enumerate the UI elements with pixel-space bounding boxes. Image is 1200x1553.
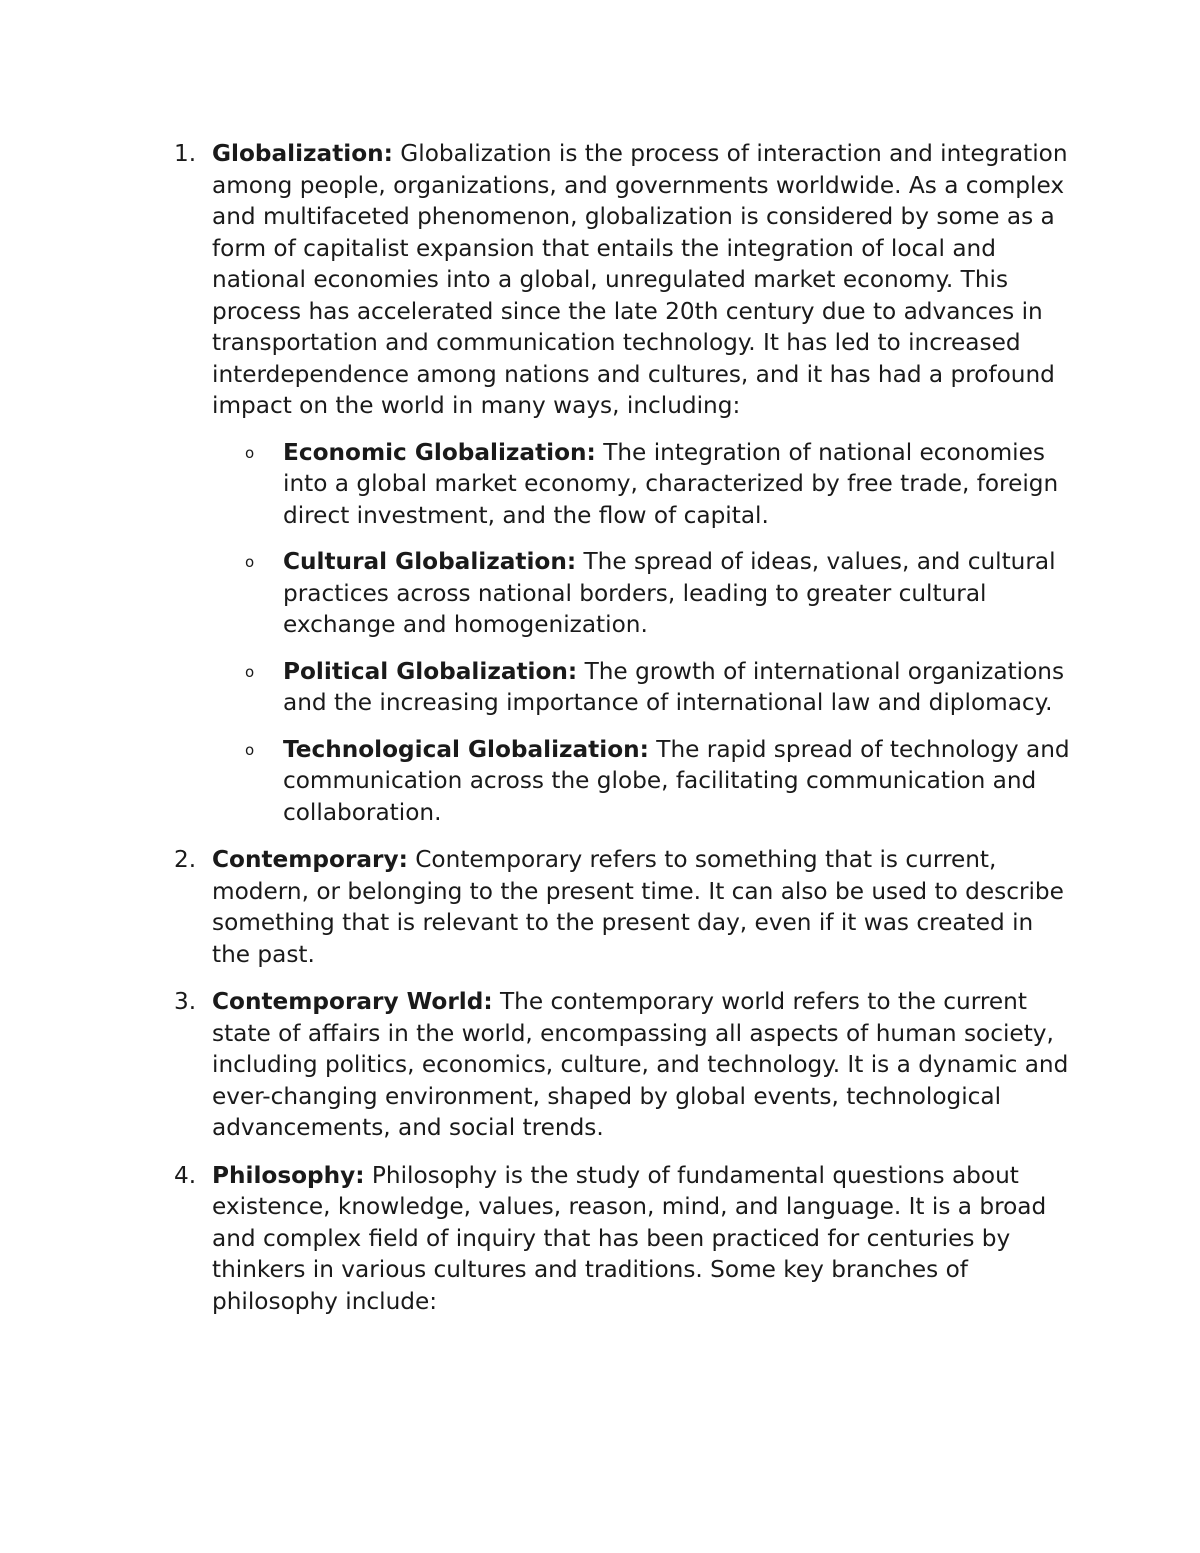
subitem-technological-globalization bbox=[245, 734, 1073, 829]
term-contemporary-world: Contemporary World: bbox=[212, 988, 493, 1015]
globalization-types-list bbox=[212, 437, 1072, 829]
subitem-cultural-globalization bbox=[245, 546, 1073, 641]
bullet-icon: o bbox=[245, 443, 255, 462]
definition-contemporary-world: The contemporary world refers to the current state of affairs in the world, encompassing all aspects of human society, including politics, economics, culture, and technology. It is a dynamic and ever-changing environment, shaped by global events, technological advancements, and social trends. bbox=[212, 988, 1069, 1141]
subitem-political-globalization bbox=[245, 656, 1073, 719]
term-philosophy: Philosophy: bbox=[212, 1161, 365, 1189]
term-contemporary: Contemporary: bbox=[212, 846, 408, 873]
list-item-philosophy bbox=[174, 1160, 1072, 1318]
document-page bbox=[0, 138, 1200, 1333]
term-economic-globalization: Economic Globalization: bbox=[283, 438, 596, 466]
bullet-icon: o bbox=[245, 553, 255, 571]
definition-technological-globalization: The rapid spread of technology and communication across the globe, facilitating communication and collaboration. bbox=[283, 735, 1070, 826]
definition-globalization: Globalization is the process of interaction and integration among people, organizations, and governments worldwide. As a complex and multifaceted phenomenon, globalization is considered by some as a form of capitalist expansion that entails the integration of local and national economies into a global, unregulated market economy. This process has accelerated since the late 20th century due to advances in transportation and communication technology. It has led to increased interdependence among nations and cultures, and it has had a profound impact on the world in many ways, including: bbox=[212, 140, 1068, 419]
list-number: 2. bbox=[174, 846, 197, 873]
term-technological-globalization: Technological Globalization: bbox=[283, 735, 649, 763]
bullet-icon: o bbox=[245, 662, 255, 681]
definition-contemporary: Contemporary refers to something that is current, modern, or belonging to the present time. It can also be used to describe something that is relevant to the present day, even if it was created in the past. bbox=[212, 846, 1064, 968]
subitem-economic-globalization bbox=[245, 437, 1073, 532]
list-number: 4. bbox=[174, 1161, 197, 1189]
term-political-globalization: Political Globalization: bbox=[283, 657, 578, 685]
list-item-contemporary bbox=[174, 844, 1072, 970]
definition-political-globalization: The growth of international organizations and the increasing importance of international law and diplomacy. bbox=[283, 657, 1065, 716]
list-number: 1. bbox=[174, 140, 197, 167]
definition-cultural-globalization: The spread of ideas, values, and cultural practices across national borders, leading to greater cultural exchange and homogenization. bbox=[283, 548, 1056, 638]
definition-economic-globalization: The integration of national economies into a global market economy, characterized by free trade, foreign direct investment, and the flow of capital. bbox=[283, 438, 1059, 529]
list-item-contemporary-world bbox=[174, 986, 1072, 1144]
term-cultural-globalization: Cultural Globalization: bbox=[283, 548, 577, 575]
list-item-globalization bbox=[174, 138, 1072, 828]
bullet-icon: o bbox=[245, 740, 255, 759]
term-globalization: Globalization: bbox=[212, 140, 393, 167]
list-number: 3. bbox=[174, 988, 197, 1015]
definition-philosophy: Philosophy is the study of fundamental questions about existence, knowledge, values, reason, mind, and language. It is a broad and complex field of inquiry that has been practiced for centuries by thinkers in various cultures and traditions. Some key branches of philosophy include: bbox=[212, 1161, 1047, 1315]
